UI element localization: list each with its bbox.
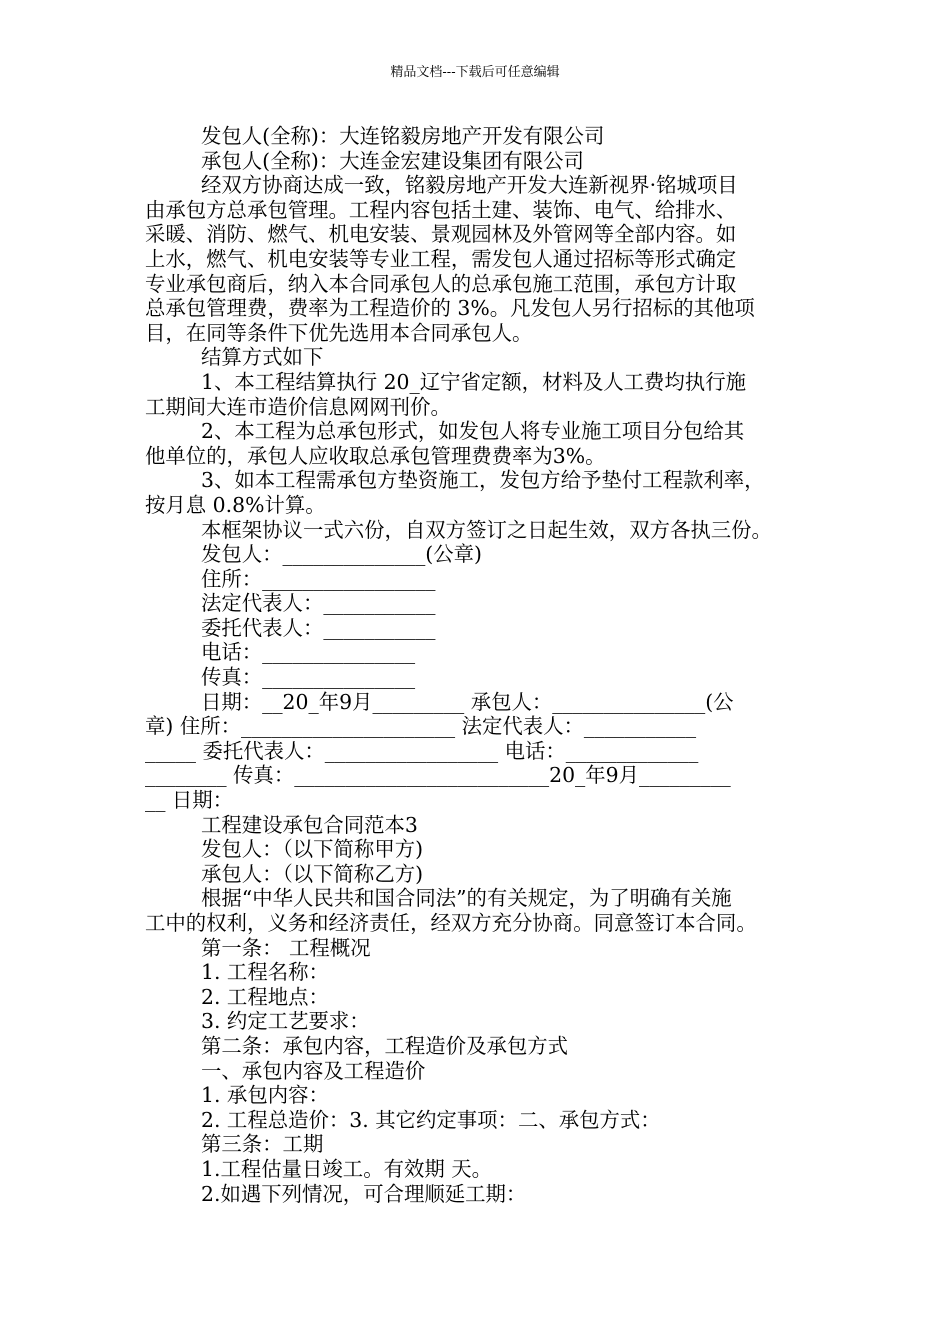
text-line: 2、本工程为总承包形式，如发包人将专业施工项目分包给其: [201, 419, 745, 444]
text-line: 日期：__20_年9月_________ 承包人：_______________(公: [201, 689, 734, 714]
text-line: 根据“中华人民共和国合同法”的有关规定，为了明确有关施: [201, 886, 732, 911]
text-line: 2. 工程总造价：3. 其它约定事项：二、承包方式：: [201, 1107, 661, 1132]
text-line: 委托代表人：___________: [201, 615, 436, 640]
text-line: 本框架协议一式六份，自双方签订之日起生效，双方各执三份。: [201, 517, 772, 542]
text-line: __ 日期：: [145, 788, 234, 813]
text-line: 3. 约定工艺要求：: [201, 1009, 370, 1034]
text-line: 第三条：工期: [201, 1132, 324, 1157]
text-line: 他单位的，承包人应收取总承包管理费费率为3%。: [145, 443, 606, 468]
text-line: 采暖、消防、燃气、机电安装、景观园林及外管网等全部内容。如: [145, 222, 737, 247]
text-line: 章) 住所：_____________________ 法定代表人：___________: [145, 714, 697, 739]
text-line: 经双方协商达成一致，铭毅房地产开发大连新视界·铭城项目: [201, 173, 738, 198]
text-line: 2. 工程地点：: [201, 984, 329, 1009]
text-line: 1.工程估量日竣工。有效期 天。: [201, 1156, 493, 1181]
text-line: 电话：_______________: [201, 640, 416, 665]
text-line: 法定代表人：___________: [201, 591, 436, 616]
text-line: 1、本工程结算执行 20_辽宁省定额，材料及人工费均执行施: [201, 369, 746, 394]
text-line: 工中的权利，义务和经济责任，经双方充分协商。同意签订本合同。: [145, 911, 757, 935]
text-line: 总承包管理费，费率为工程造价的 3%。凡发包人另行招标的其他项: [145, 296, 755, 321]
text-line: 工程建设承包合同范本3: [201, 812, 418, 837]
text-line: ________ 传真：_________________________20_年9月_________: [145, 763, 731, 788]
text-line: 传真：_______________: [201, 665, 416, 690]
text-line: 3、如本工程需承包方垫资施工，发包方给予垫付工程款利率，: [201, 468, 765, 493]
text-line: 工期间大连市造价信息网网刊价。: [145, 394, 451, 419]
text-line: 专业承包商后，纳入本合同承包人的总承包施工范围，承包方计取: [145, 271, 737, 296]
document-body: [145, 124, 817, 1206]
text-line: 目，在同等条件下优先选用本合同承包人。: [145, 320, 533, 345]
text-line: 发包人：（以下简称甲方): [201, 837, 424, 862]
text-line: 承包人(全称)：大连金宏建设集团有限公司: [201, 148, 584, 173]
text-line: 上水，燃气、机电安装等专业工程，需发包人通过招标等形式确定: [145, 246, 737, 271]
text-line: 发包人(全称)：大连铭毅房地产开发有限公司: [201, 124, 605, 148]
text-line: 1. 承包内容：: [201, 1083, 329, 1108]
text-line: 第二条：承包内容，工程造价及承包方式: [201, 1033, 569, 1058]
text-line: 由承包方总承包管理。工程内容包括土建、装饰、电气、给排水、: [145, 197, 737, 222]
page-header: 精品文档---下载后可任意编辑: [390, 65, 560, 80]
text-line: 2.如遇下列情况，可合理顺延工期：: [201, 1181, 527, 1206]
text-line: 按月息 0.8%计算。: [145, 492, 326, 517]
text-line: 发包人：______________(公章): [201, 542, 482, 567]
text-line: 承包人：（以下简称乙方): [201, 861, 424, 886]
text-line: 1. 工程名称：: [201, 960, 329, 985]
text-line: _____ 委托代表人：_________________ 电话：_____________: [145, 738, 699, 763]
text-line: 一、承包内容及工程造价: [201, 1058, 426, 1083]
text-line: 结算方式如下: [201, 345, 324, 370]
text-line: 住所：_________________: [201, 566, 436, 591]
text-line: 第一条： 工程概况: [201, 935, 371, 960]
